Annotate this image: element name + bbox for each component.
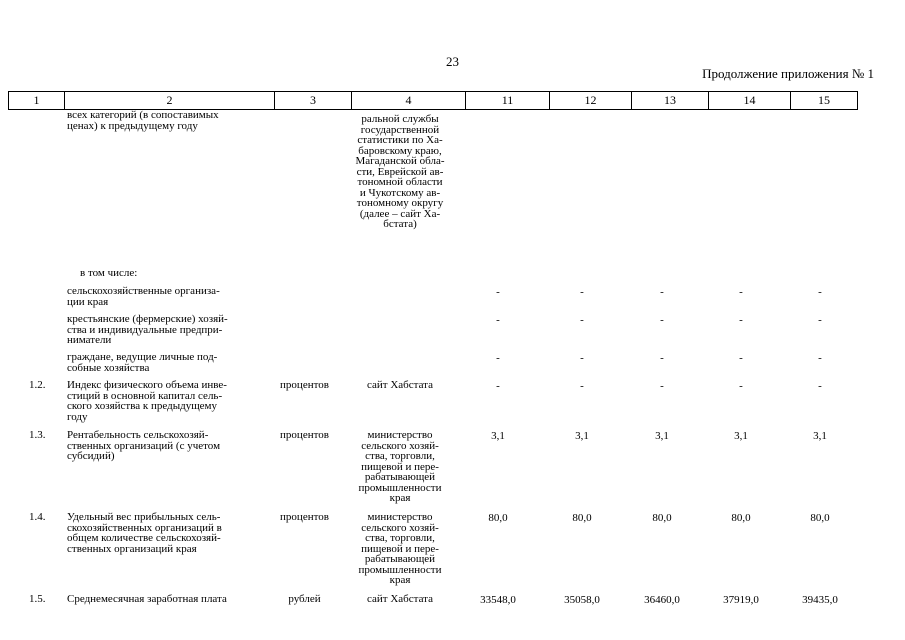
sub-row-value: - [739, 352, 743, 364]
row-value: - [818, 380, 822, 392]
including-label: в том числе: [80, 267, 138, 279]
row-value: 3,1 [491, 430, 505, 442]
sub-row-value: - [818, 314, 822, 326]
sub-row-label: сельскохозяйственные организа- ции края [67, 285, 220, 308]
row-value: 3,1 [813, 430, 827, 442]
header-col-11: 11 [466, 92, 550, 109]
row-source: сайт Хабстата [366, 593, 433, 605]
sub-row-value: - [818, 286, 822, 298]
header-col-15: 15 [818, 93, 830, 107]
row-value: 35058,0 [564, 594, 600, 606]
row-value: 36460,0 [644, 594, 680, 606]
row-source: министерство сельского хозяй- ства, торговли, пищевой и пере- рабатывающей промышленности края [358, 511, 442, 586]
continued-indicator-text: всех категорий (в сопоставимых ценах) к предыдущему году [67, 109, 219, 132]
row-value: 80,0 [810, 512, 830, 524]
sub-row-value: - [496, 286, 500, 298]
sub-row-label: крестьянские (фермерские) хозяй- ства и индивидуальные предпри- ниматели [67, 313, 228, 346]
row-indicator: Рентабельность сельскохозяй- ственных организаций (с учетом субсидий) [67, 429, 221, 462]
row-unit: процентов [280, 511, 329, 523]
row-value: - [739, 380, 743, 392]
header-col-13: 13 [632, 92, 709, 109]
row-unit: процентов [280, 429, 329, 441]
sub-row-value: - [660, 286, 664, 298]
sub-row-value: - [660, 352, 664, 364]
row-number: 1.2. [29, 379, 46, 391]
table-header-row [8, 91, 858, 110]
header-col-4: 4 [352, 92, 466, 109]
row-number: 1.4. [29, 511, 46, 523]
row-value: 39435,0 [802, 594, 838, 606]
row-value: 3,1 [575, 430, 589, 442]
row-unit: процентов [280, 379, 329, 391]
continued-source-text: ральной службы государственной статистики по Ха- баровскому краю, Магаданской обла- сти, Еврейской ав- тономной области и Чукотскому ав- тономному округу (далее – сайт Ха- бстата) [355, 113, 445, 230]
row-number: 1.3. [29, 429, 46, 441]
row-value: 33548,0 [480, 594, 516, 606]
row-value: 3,1 [734, 430, 748, 442]
row-source: сайт Хабстата [366, 379, 433, 391]
sub-row-value: - [739, 286, 743, 298]
header-col-3: 3 [275, 92, 352, 109]
row-unit: рублей [288, 593, 321, 605]
sub-row-value: - [580, 314, 584, 326]
row-value: - [496, 380, 500, 392]
row-value: 80,0 [731, 512, 751, 524]
sub-row-value: - [580, 352, 584, 364]
row-value: 3,1 [655, 430, 669, 442]
header-col-12: 12 [550, 92, 632, 109]
sub-row-value: - [818, 352, 822, 364]
row-value: 80,0 [488, 512, 508, 524]
row-indicator: Удельный вес прибыльных сель- скохозяйственных организаций в общем количестве сельскохозяй- ственных организаций края [67, 511, 222, 555]
header-col-1: 1 [9, 92, 65, 109]
sub-row-value: - [496, 314, 500, 326]
sub-row-value: - [496, 352, 500, 364]
row-number: 1.5. [29, 593, 46, 605]
row-value: 80,0 [572, 512, 592, 524]
row-value: 80,0 [652, 512, 672, 524]
sub-row-value: - [739, 314, 743, 326]
row-value: - [660, 380, 664, 392]
appendix-continuation-note: Продолжение приложения № 1 [702, 66, 874, 81]
page-number: 23 [446, 54, 459, 69]
sub-row-value: - [580, 286, 584, 298]
row-indicator: Среднемесячная заработная плата [67, 593, 227, 605]
sub-row-value: - [660, 314, 664, 326]
row-indicator: Индекс физического объема инве- стиций в основной капитал сель- ского хозяйства к предыдущему году [67, 379, 227, 423]
row-value: - [580, 380, 584, 392]
row-value: 37919,0 [723, 594, 759, 606]
sub-row-label: граждане, ведущие личные под- собные хозяйства [67, 351, 218, 374]
header-col-14: 14 [709, 92, 791, 109]
row-source: министерство сельского хозяй- ства, торговли, пищевой и пере- рабатывающей промышленности края [358, 429, 442, 504]
header-col-2: 2 [65, 92, 275, 109]
